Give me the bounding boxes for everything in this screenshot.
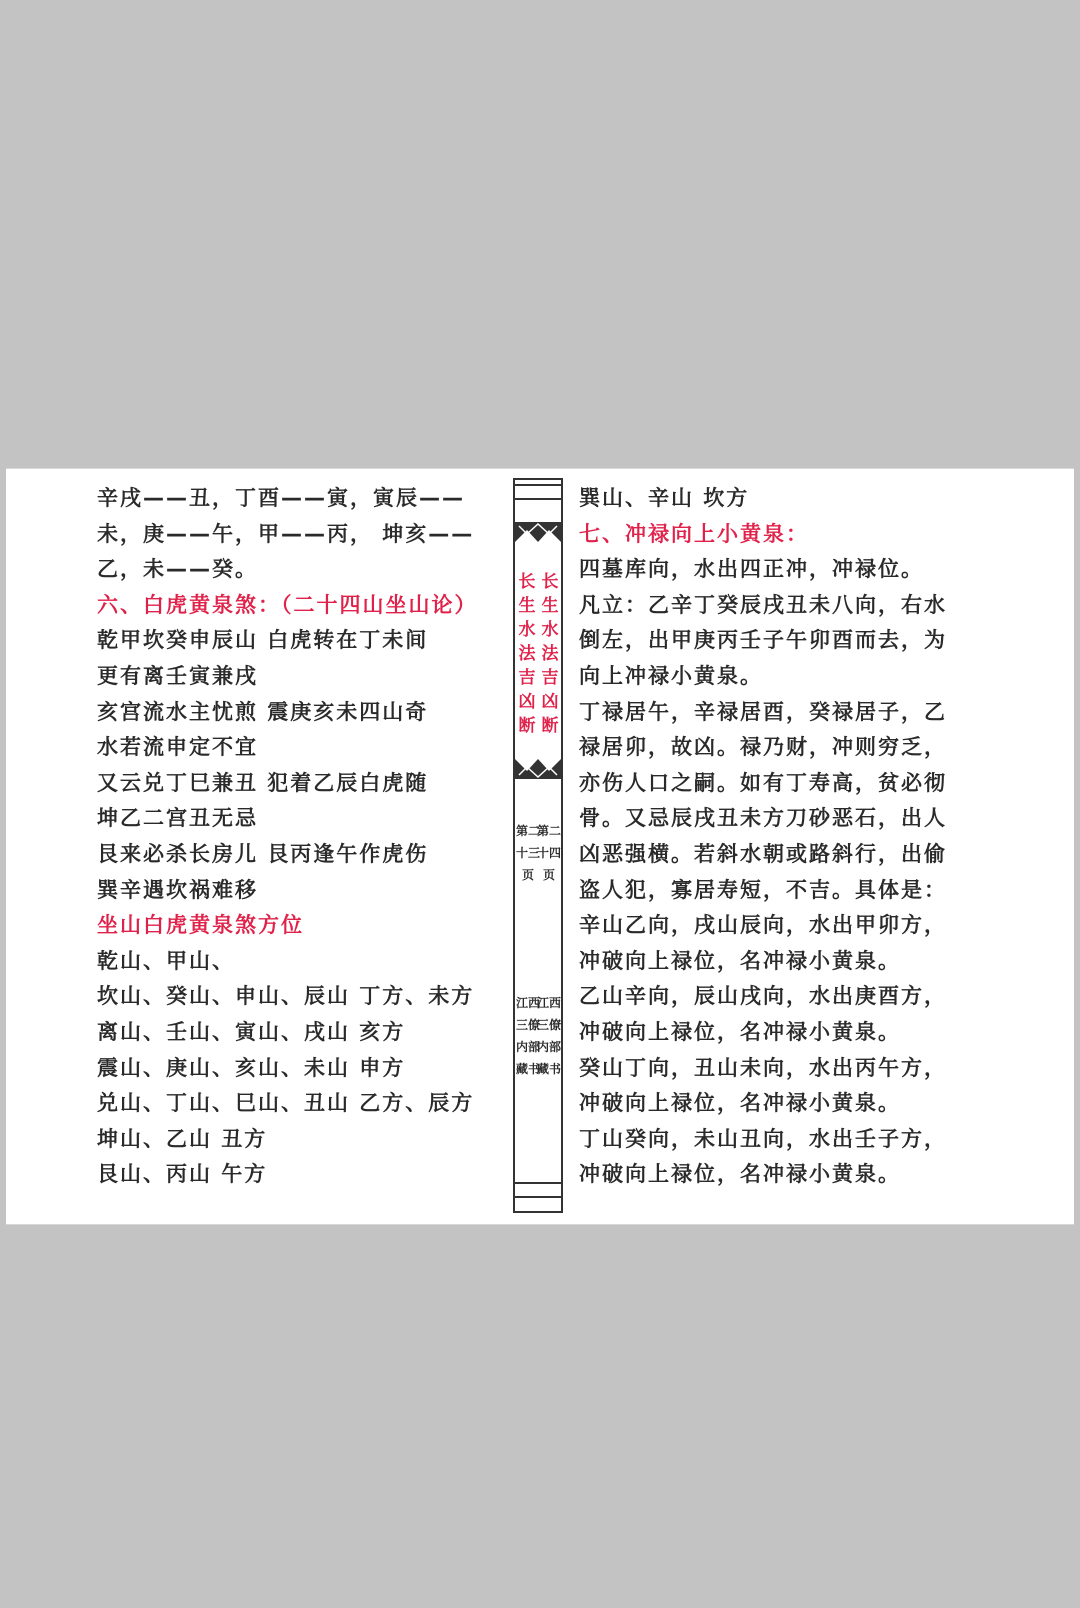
spine-top-band [515,484,561,500]
right-page-text [579,481,999,1193]
spine-title-right: 长生水法吉凶断 [541,572,559,736]
right-line: 冲破向上禄位，名冲禄小黄泉。 [579,1091,901,1116]
left-page-text [97,481,517,1193]
right-line: 乙山辛向，辰山戌向，水出庚酉方， [579,984,947,1009]
spine-bottom-band [515,1182,561,1198]
left-line: 水若流申定不宜 [97,735,258,760]
left-line: 巽辛遇坎祸难移 [97,877,258,902]
right-line: 向上冲禄小黄泉。 [579,663,763,688]
right-line: 癸山丁向，丑山未向，水出丙午方， [579,1055,947,1080]
right-line: 亦伤人口之嗣。如有丁寿高，贫必彻 [579,770,947,795]
left-line: 艮来必杀长房儿 艮丙逢午作虎伤 [97,841,429,866]
right-line: 冲破向上禄位，名冲禄小黄泉。 [579,948,901,973]
left-line: 亥宫流水主忧煎 震庚亥未四山奇 [97,699,429,724]
left-line: 乾山、甲山、 [97,948,235,973]
right-line: 倒左，出甲庚丙壬子午卯酉而去，为 [579,628,947,653]
right-line: 凶恶强横。若斜水朝或路斜行，出偷 [579,841,947,866]
fishtail-bottom-icon [515,755,561,779]
spine-page-left: 第二十三页 [516,824,541,882]
left-line: 坎山、癸山、申山、辰山 丁方、未方 [97,984,475,1009]
spine-publisher-left: 江西三僚内部藏书 [516,996,541,1076]
spine-publisher-right: 江西三僚内部藏书 [537,996,562,1076]
right-line: 四墓库向，水出四正冲，冲禄位。 [579,557,924,582]
left-line: 更有离壬寅兼戌 [97,663,258,688]
right-line: 辛山乙向，戌山辰向，水出甲卯方， [579,913,947,938]
fishtail-top-icon [515,522,561,546]
spine-title-left: 长生水法吉凶断 [518,572,536,736]
left-line: 艮山、丙山 午方 [97,1162,268,1187]
right-line: 冲破向上禄位，名冲禄小黄泉。 [579,1162,901,1187]
right-line: 骨。又忌辰戌丑未方刀砂恶石，出人 [579,806,947,831]
book-spread [6,468,1074,1225]
left-line: 乾甲坎癸申辰山 白虎转在丁未间 [97,628,429,653]
right-line: 巽山、辛山 坎方 [579,486,750,510]
left-line: 离山、壬山、寅山、戌山 亥方 [97,1019,406,1044]
right-line: 丁禄居午，辛禄居酉，癸禄居子，乙 [579,699,947,724]
right-line: 禄居卯，故凶。禄乃财，冲则穷乏， [579,735,947,760]
book-spine [513,478,563,1213]
left-line: 又云兑丁巳兼丑 犯着乙辰白虎随 [97,770,429,795]
left-line: 震山、庚山、亥山、未山 申方 [97,1055,406,1080]
left-line: 坤山、乙山 丑方 [97,1126,268,1151]
left-line: 乙，未——癸。 [97,557,258,582]
subheading-baihu-positions: 坐山白虎黄泉煞方位 [97,913,304,938]
left-line: 未，庚——午，甲——丙， 坤亥—— [97,521,475,546]
right-line: 丁山癸向，未山丑向，水出壬子方， [579,1126,947,1151]
section-heading-7: 七、冲禄向上小黄泉： [579,521,809,546]
right-line: 冲破向上禄位，名冲禄小黄泉。 [579,1019,901,1044]
left-line: 兑山、丁山、巳山、丑山 乙方、辰方 [97,1091,475,1116]
left-line: 坤乙二宫丑无忌 [97,806,258,831]
right-line: 盗人犯，寡居寿短，不吉。具体是： [579,877,947,902]
left-line: 辛戌——丑，丁酉——寅，寅辰—— [97,486,465,510]
spine-page-right: 第二十四页 [537,824,562,882]
right-line: 凡立：乙辛丁癸辰戌丑未八向，右水 [579,592,947,617]
section-heading-6: 六、白虎黄泉煞：（二十四山坐山论） [97,592,478,617]
